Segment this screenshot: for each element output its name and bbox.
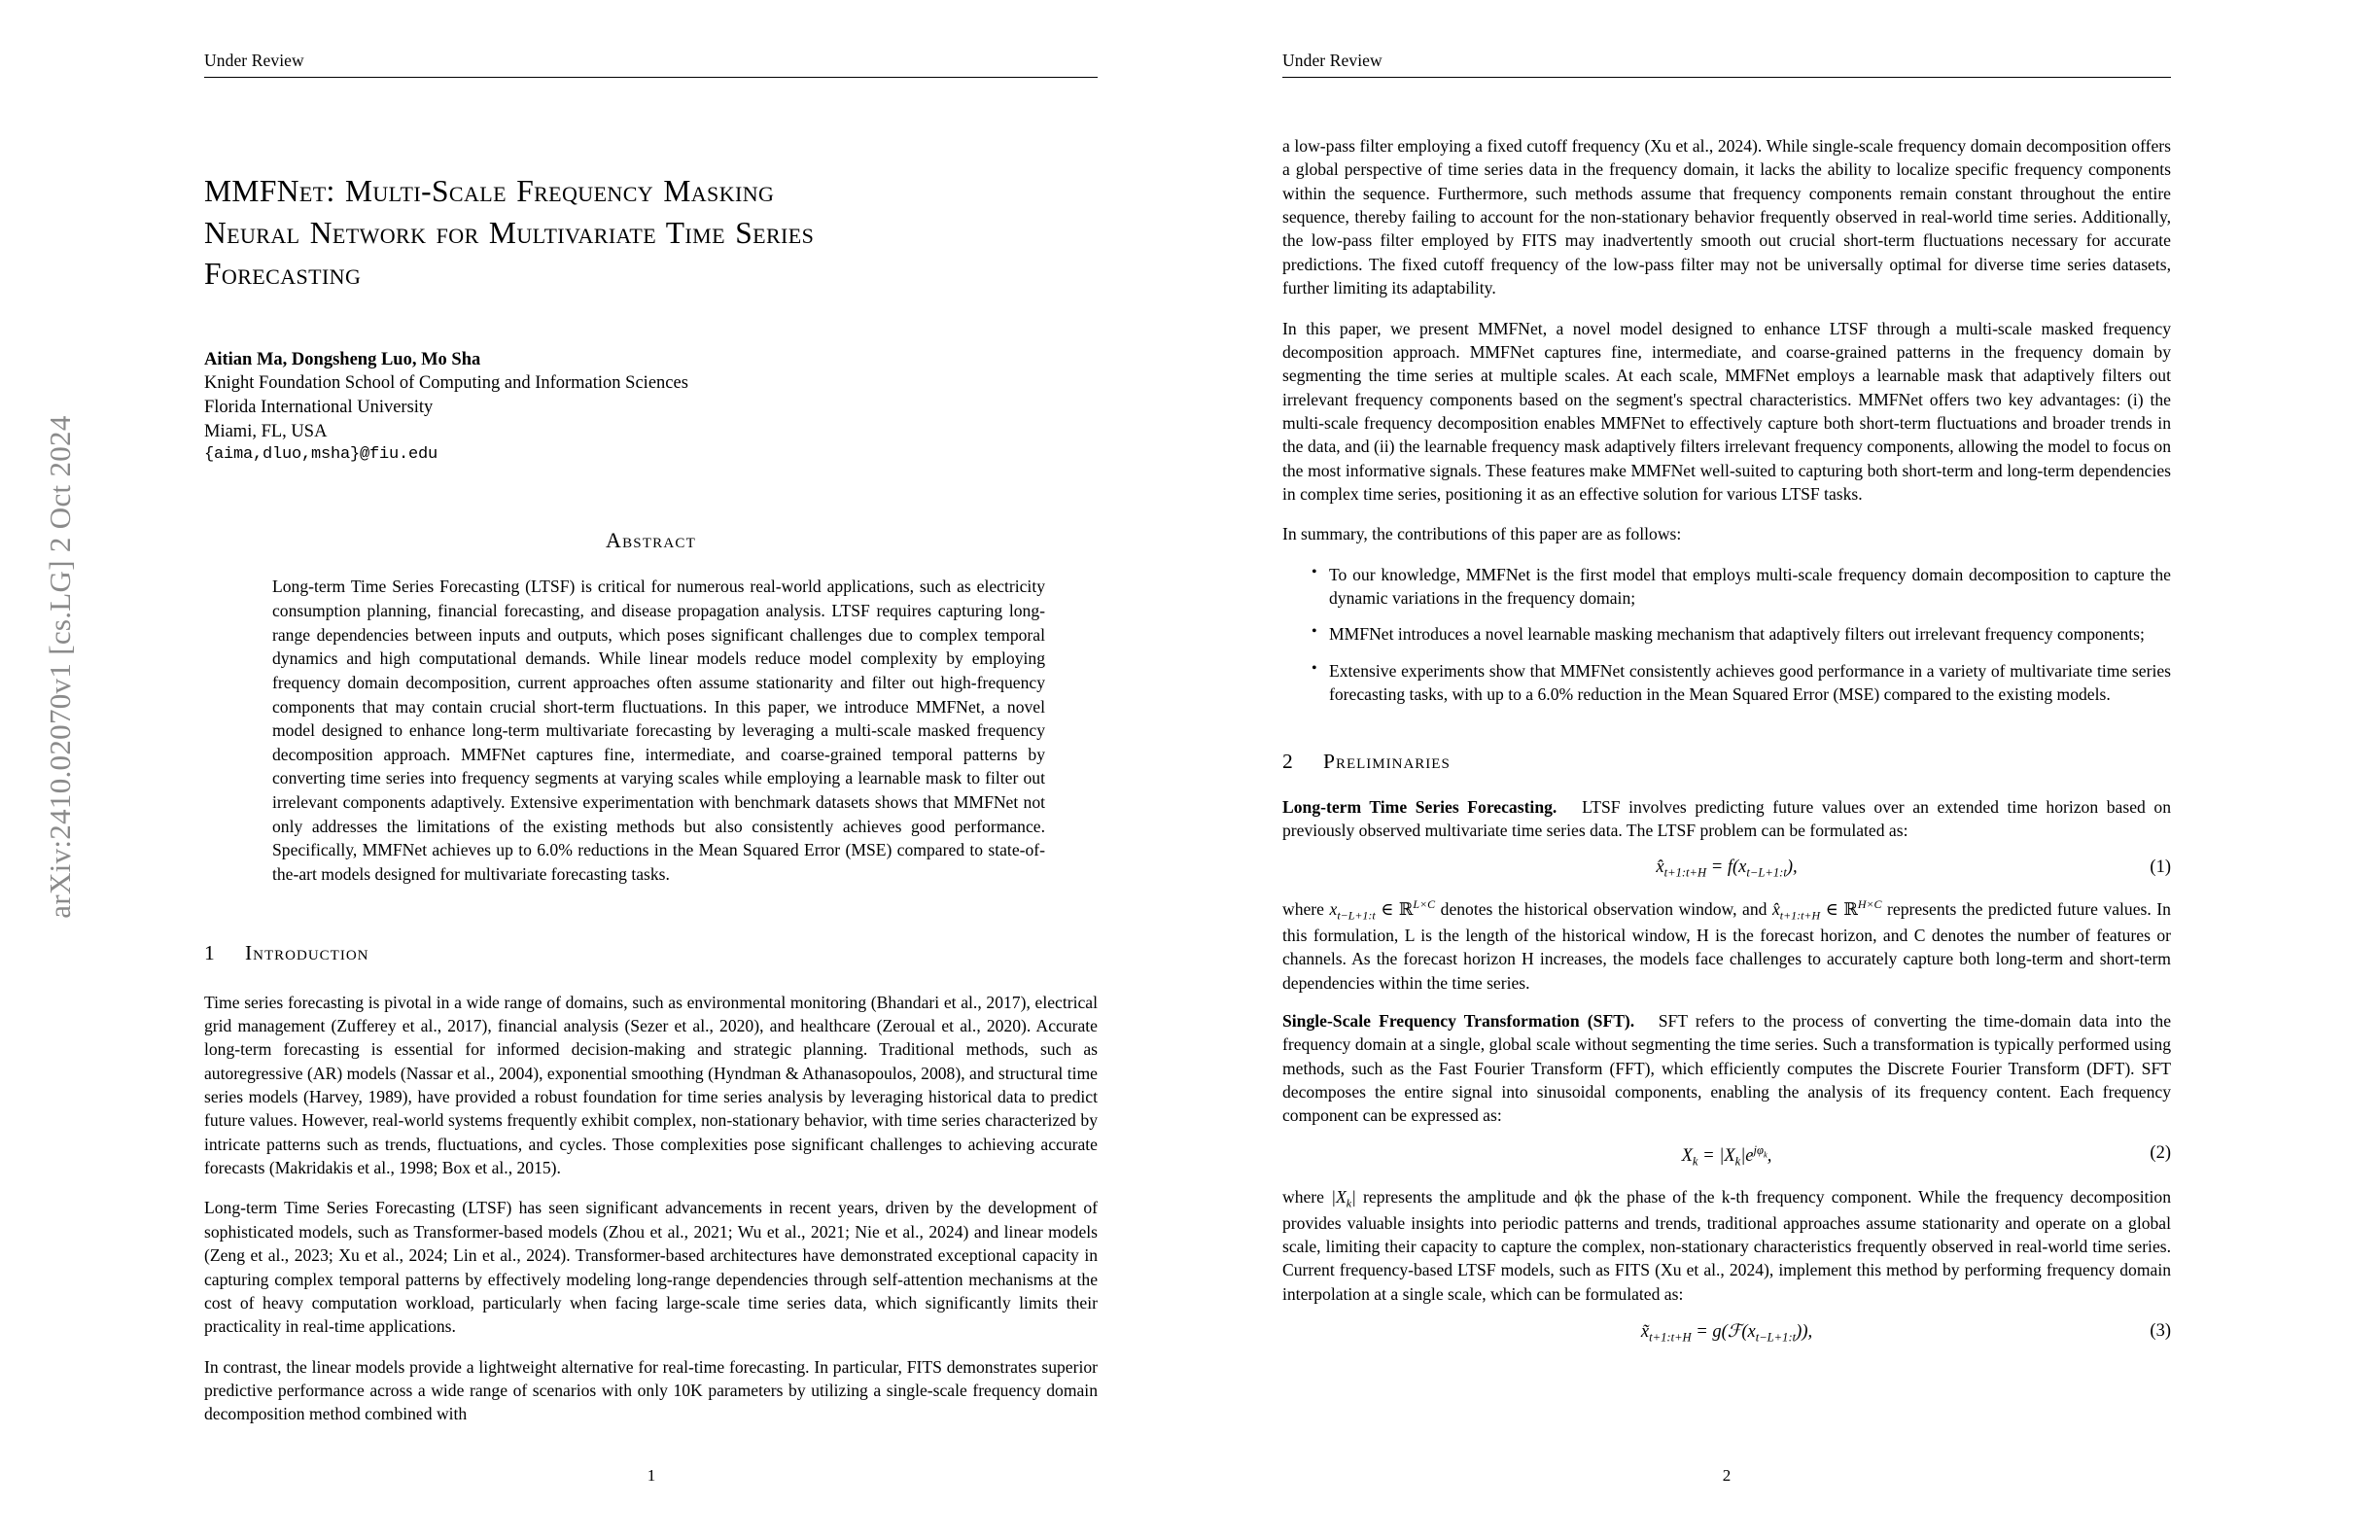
running-head-rule-left xyxy=(204,77,1098,78)
sft-text: SFT refers to the process of converting the time-domain data into the frequency domain at a single, global scale without segmenting the time series. Such a transformation is typically performed using methods, such as the Fast Fourier Transform (FFT), which efficiently computes the Discrete Fourier Transform (DFT). SFT decomposes the entire signal into sinusoidal components, enabling the analysis of its frequency content. Each frequency component can be expressed as: xyxy=(1282,1010,2172,1126)
abstract-text: Long-term Time Series Forecasting (LTSF) is critical for numerous real-world applications, such as electricity consumption planning, financial forecasting, and disease propagation analysis. LTSF requires capturing long-range dependencies between inputs and outputs, which poses significant challenges due to complex temporal dynamics and high computational demands. While linear models reduce model complexity by employing frequency domain decomposition, current approaches often assume stationarity and filter out high-frequency components that may contain crucial short-term fluctuations. In this paper, we introduce MMFNet, a novel model designed to enhance long-term multivariate forecasting by leveraging a multi-scale masked frequency decomposition approach. MMFNet captures fine, intermediate, and coarse-grained temporal patterns by converting time series into frequency segments at varying scales while employing a learnable mask to filter out irrelevant components adaptively. Extensive experimentation with benchmark datasets shows that MMFNet not only addresses the limitations of the existing methods but also consistently achieves good performance. Specifically, MMFNet achieves up to 6.0% reductions in the Mean Squared Error (MSE) compared to state-of-the-art models designed for multivariate forecasting tasks. xyxy=(272,577,1045,884)
sft-lead-in: Single-Scale Frequency Transformation (SFT). xyxy=(1282,1010,1635,1031)
paragraph-right-2: In this paper, we present MMFNet, a novel model designed to enhance LTSF through a multi-scale masked frequency decomposition approach. MMFNet captures fine, intermediate, and coarse-grained patterns in the frequency domain by segmenting the time series at multiple scales. At each scale, MMFNet employs a learnable mask that adaptively filters out irrelevant frequency components based on the segment's spectral characteristics. MMFNet offers two key advantages: (i) the multi-scale frequency decomposition enables MMFNet to effectively capture both short-term fluctuations and broader trends in the data, and (ii) the learnable frequency mask adaptively filters irrelevant frequency components, allowing the model to focus on the most informative signals. These features make MMFNet well-suited to capturing both short-term and long-term dependencies in complex time series, positioning it as an effective solution for various LTSF tasks. xyxy=(1282,318,2171,505)
paragraph-sft-where: where $|X_k|$ represents the amplitude and ϕk the phase of the k-th frequency component. While the frequency decomposition provides valuable insights into periodic patterns and trends, traditional approaches assume stationarity and operate on a global scale, limiting their capacity to capture the complex, non-stationary characteristics frequently observed in real-world time series. Current frequency-based LTSF models, such as FITS (Xu et al., 2024), implement this method by performing frequency domain interpolation at a single scale, which can be formulated as: xyxy=(1282,1186,2171,1304)
page-right xyxy=(1190,0,2380,1540)
section-number-1: 1 xyxy=(204,940,216,964)
section-name-2: Preliminaries xyxy=(1323,749,1451,773)
arxiv-stamp: arXiv:2410.02070v1 [cs.LG] 2 Oct 2024 xyxy=(43,415,77,919)
section-number-2: 2 xyxy=(1282,749,1294,773)
paragraph-intro-1: Time series forecasting is pivotal in a wide range of domains, such as environmental monitoring (Bhandari et al., 2017), electrical grid management (Zufferey et al., 2017), financial analysis (Sezer et al., 2020), and healthcare (Zeroual et al., 2020). Accurate long-term forecasting is essential for informed decision-making and strategic planning. Traditional methods, such as autoregressive (AR) models (Nassar et al., 2004), exponential smoothing (Hyndman & Athanasopoulos, 2008), and structural time series models (Harvey, 1989), have provided a robust foundation for time series analysis by leveraging historical data to predict future values. However, real-world systems frequently exhibit complex, non-stationary behavior, with time series characterized by intricate patterns such as trends, fluctuations, and cycles. Those complexities pose significant challenges to achieving accurate forecasts (Makridakis et al., 1998; Box et al., 2015). xyxy=(204,992,1098,1178)
title-line-3: Forecasting xyxy=(204,257,362,292)
ltsf-lead-in: Long-term Time Series Forecasting. xyxy=(1282,796,1558,817)
section-heading-introduction xyxy=(204,941,1098,965)
equation-2: $X_k = |X_k|e^{j\varphi_k}$, (2) xyxy=(1681,1142,2171,1169)
section-name-1: Introduction xyxy=(245,940,369,964)
equation-1-tag: (1) xyxy=(2150,858,2171,878)
ltsf-after-eq: denotes the historical observation window, and xyxy=(1440,898,1768,919)
author-names: Aitian Ma, Dongsheng Luo, Mo Sha xyxy=(204,349,481,369)
paragraph-right-3: In summary, the contributions of this paper are as follows: xyxy=(1282,524,1682,544)
running-head-right: Under Review xyxy=(1282,51,1382,70)
paragraph-ltsf-where: where $x_{t-L+1:t}$ ∈ ℝ$^{L\times C}$ denotes the historical observation window, and $x̂_{t+1:t+H}$ ∈ ℝ$^{H\times C}$ represents the predicted future values. In this formulation, L is the length of the historical window, H is the forecast horizon, and C denotes the number of features or channels. As the forecast horizon H increases, the models face challenges to accurately capture both long-term and short-term dependencies within the time series. xyxy=(1282,896,2171,993)
contributions-list xyxy=(1282,563,2171,707)
equation-3: $x̃_{t+1:t+H}$ = $g(ℱ(x_{t-L+1:t}))$, (3) xyxy=(1640,1321,2171,1345)
list-item: • To our knowledge, MMFNet is the first model that employs multi-scale frequency domain decomposition to capture the dynamic variations in the frequency domain; xyxy=(1312,563,2171,611)
running-head-left: Under Review xyxy=(204,51,304,70)
author-email[interactable]: {aima,dluo,msha}@fiu.edu xyxy=(204,444,438,464)
paragraph-intro-3: In contrast, the linear models provide a lightweight alternative for real-time forecasting. In particular, FITS demonstrates superior predictive performance across a wide range of scenarios with only 10K parameters by utilizing a single-scale frequency domain decomposition method combined with xyxy=(204,1356,1098,1424)
equation-3-tag: (3) xyxy=(2150,1321,2171,1342)
paragraph-intro-2: Long-term Time Series Forecasting (LTSF) has seen significant advancements in recent years, driven by the development of sophisticated models, such as Transformer-based models (Zhou et al., 2021; Wu et al., 2021; Nie et al., 2024) and linear models (Zeng et al., 2023; Xu et al., 2024; Lin et al., 2024). Transformer-based architectures have demonstrated exceptional capacity in capturing complex temporal patterns by effectively modeling long-range dependencies through self-attention mechanisms at the cost of heavy computation workload, particularly when facing large-scale time series data, which significantly limits their practicality in real-time applications. xyxy=(204,1198,1098,1337)
title-line-2: Neural Network for Multivariate Time Series xyxy=(204,215,815,250)
page-number-right: 2 xyxy=(1722,1466,1732,1485)
abstract-heading: Abstract xyxy=(605,528,696,553)
page-title xyxy=(204,171,1098,296)
equation-1: $x̂_{t+1:t+H} = f(x_{t-L+1:t})$, (1) xyxy=(1656,858,2171,880)
paragraph-sft-definition xyxy=(1282,1009,2171,1128)
sft-after-eq: represents the amplitude and ϕk the phase of the k-th frequency component. While the frequency decomposition provides valuable insights into periodic patterns and trends, traditional approaches assume stationarity and operate on a global scale, limiting their capacity to capture the complex, non-stationary characteristics frequently observed in real-world time series. Current frequency-based LTSF models, such as FITS (Xu et al., 2024), implement this method by performing frequency domain interpolation at a single scale, which can be formulated as: xyxy=(1282,1186,2171,1304)
list-item: • Extensive experiments show that MMFNet consistently achieves good performance in a variety of multivariate time series forecasting tasks, with up to a 6.0% reduction in the Mean Squared Error (MSE) compared to the existing models. xyxy=(1312,659,2171,707)
author-affiliation-1: Knight Foundation School of Computing and Information Sciences xyxy=(204,373,688,394)
list-item: • MMFNet introduces a novel learnable masking mechanism that adaptively filters out irrelevant frequency components; xyxy=(1312,622,2171,646)
equation-2-tag: (2) xyxy=(2150,1142,2171,1163)
running-head-rule-right xyxy=(1282,77,2171,78)
ltsf-text: LTSF involves predicting future values over an extended time horizon based on previously observed multivariate time series data. The LTSF problem can be formulated as: xyxy=(1282,796,2171,840)
author-affiliation-2: Florida International University xyxy=(204,398,434,418)
paragraph-ltsf-definition xyxy=(1282,795,2171,843)
section-heading-preliminaries xyxy=(1282,750,2171,774)
title-line-1: MMFNet: Multi-Scale Frequency Masking xyxy=(204,174,775,208)
ltsf-after-eq-2: represents the predicted future values. In this formulation, L is the length of the historical window, H is the forecast horizon, and C denotes the number of features or channels. As the forecast horizon H increases, the models face challenges to accurately capture both long-term and short-term dependencies within the time series. xyxy=(1282,898,2171,993)
page-number-left: 1 xyxy=(647,1466,656,1485)
author-block xyxy=(204,348,1098,467)
author-location: Miami, FL, USA xyxy=(204,421,328,441)
paragraph-right-1: a low-pass filter employing a fixed cutoff frequency (Xu et al., 2024). While single-scale frequency domain decomposition offers a global perspective of time series data in the frequency domain, it lacks the ability to localize specific frequency components within the sequence. Furthermore, such methods assume that frequency components remain constant throughout the entire sequence, thereby failing to account for the non-stationary behavior frequently observed in real-world time series. Additionally, the low-pass filter employed by FITS may inadvertently smooth out crucial short-term fluctuations necessary for accurate predictions. The fixed cutoff frequency of the low-pass filter may not be universally optimal for diverse time series datasets, further limiting its adaptability. xyxy=(1282,136,2171,298)
